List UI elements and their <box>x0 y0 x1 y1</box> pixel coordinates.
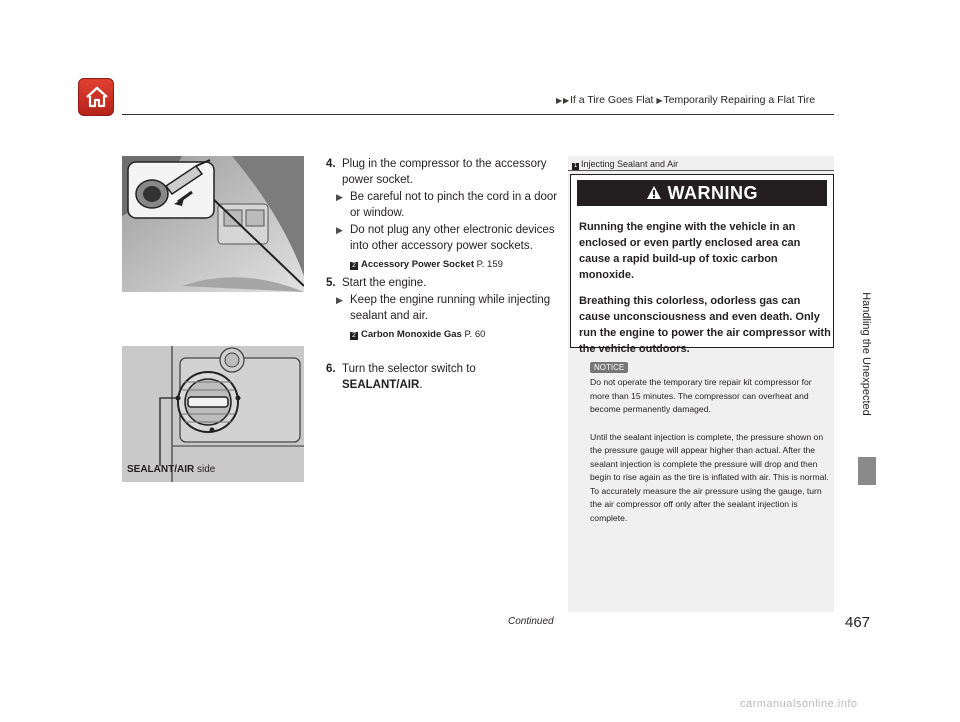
notice-text <box>590 376 830 539</box>
sub-step <box>326 222 558 254</box>
notice-paragraph: Do not operate the temporary tire repair kit compressor for more than 15 minutes. The compressor can overheat and become permanently damaged. <box>590 377 812 414</box>
home-button[interactable] <box>78 78 114 116</box>
socket-photo <box>122 156 304 292</box>
sub-step-text: Keep the engine running while injecting sealant and air. <box>350 294 551 322</box>
warning-text <box>579 219 831 367</box>
sidebar-heading <box>572 159 678 170</box>
sub-step-text: Do not plug any other electronic devices into other accessory power sockets. <box>350 224 555 252</box>
section-tab-marker <box>858 457 876 485</box>
step-4 <box>326 156 558 273</box>
header-rule <box>122 114 834 115</box>
xref-page[interactable]: P. 60 <box>464 329 486 340</box>
breadcrumb-arrow-icon: ▶ <box>563 96 570 105</box>
bullet-triangle-icon: ▶ <box>336 295 343 305</box>
breadcrumb-item[interactable]: Temporarily Repairing a Flat Tire <box>663 94 816 106</box>
step-text: Start the engine. <box>342 277 427 289</box>
watermark: carmanualsonline.info <box>740 698 858 710</box>
step-text-end: . <box>419 379 423 391</box>
warning-banner <box>577 180 827 206</box>
callout-bold: SEALANT/AIR <box>127 464 195 475</box>
warning-paragraph: Running the engine with the vehicle in an enclosed or even partly enclosed area can cause a rapid build-up of toxic carbon monoxide. <box>579 221 801 281</box>
bullet-triangle-icon: ▶ <box>336 225 343 235</box>
step-number: 4. <box>326 158 336 170</box>
callout-rest: side <box>194 464 216 475</box>
sub-step <box>326 189 558 221</box>
section-side-title <box>856 262 876 452</box>
cross-reference-link[interactable] <box>326 327 558 343</box>
step-5 <box>326 275 558 343</box>
xref-label[interactable]: Carbon Monoxide Gas <box>361 329 462 340</box>
step-text-bold: SEALANT/AIR <box>342 379 420 391</box>
xref-icon: 2 <box>350 332 358 340</box>
step-text: Plug in the compressor to the accessory power socket. <box>342 158 547 186</box>
breadcrumb-arrow-icon: ▶ <box>656 96 663 105</box>
sidebar-heading-text: Injecting Sealant and Air <box>581 159 679 169</box>
cross-reference-link[interactable] <box>326 257 558 273</box>
step-number: 5. <box>326 277 336 289</box>
home-icon <box>84 84 110 110</box>
notice-label: NOTICE <box>590 362 628 373</box>
sidebar-rule <box>568 170 834 171</box>
side-title-text: Handling the Unexpected <box>860 292 872 416</box>
page-number: 467 <box>845 614 871 631</box>
notice-paragraph: Until the sealant injection is complete, the pressure shown on the pressure gauge will appear higher than actual. After the sealant injection is complete the pressure will drop and then begin to rise again as the tire is inflated with air. This is normal. To accurately measure the air pressure using the gauge, turn the air compressor off only after the sealant injection is complete. <box>590 431 829 523</box>
selector-switch-photo <box>122 346 304 482</box>
procedure-steps <box>326 156 558 393</box>
xref-page[interactable]: P. 159 <box>476 259 503 270</box>
breadcrumb <box>556 94 815 106</box>
sub-step <box>326 292 558 324</box>
sidebar-notes <box>568 156 834 612</box>
sub-step-text: Be careful not to pinch the cord in a door or window. <box>350 191 558 219</box>
step-text: Turn the selector switch to <box>342 363 476 375</box>
warning-title: WARNING <box>667 183 758 203</box>
continued-label: Continued <box>508 616 554 627</box>
figure-callout-label <box>127 464 215 475</box>
step-6 <box>326 361 558 393</box>
bullet-triangle-icon: ▶ <box>336 192 343 202</box>
breadcrumb-arrow-icon: ▶ <box>556 96 563 105</box>
warning-box <box>570 174 834 355</box>
xref-icon: 2 <box>350 262 358 270</box>
step-number: 6. <box>326 363 336 375</box>
breadcrumb-item[interactable]: If a Tire Goes Flat <box>570 94 654 106</box>
sidebar-heading-marker: 1 <box>573 163 578 169</box>
warning-triangle-icon <box>646 185 662 201</box>
warning-paragraph: Breathing this colorless, odorless gas can cause unconsciousness and even death. Only run the engine to power the air compressor with the vehicle outdoors. <box>579 295 831 355</box>
xref-label[interactable]: Accessory Power Socket <box>361 259 475 270</box>
